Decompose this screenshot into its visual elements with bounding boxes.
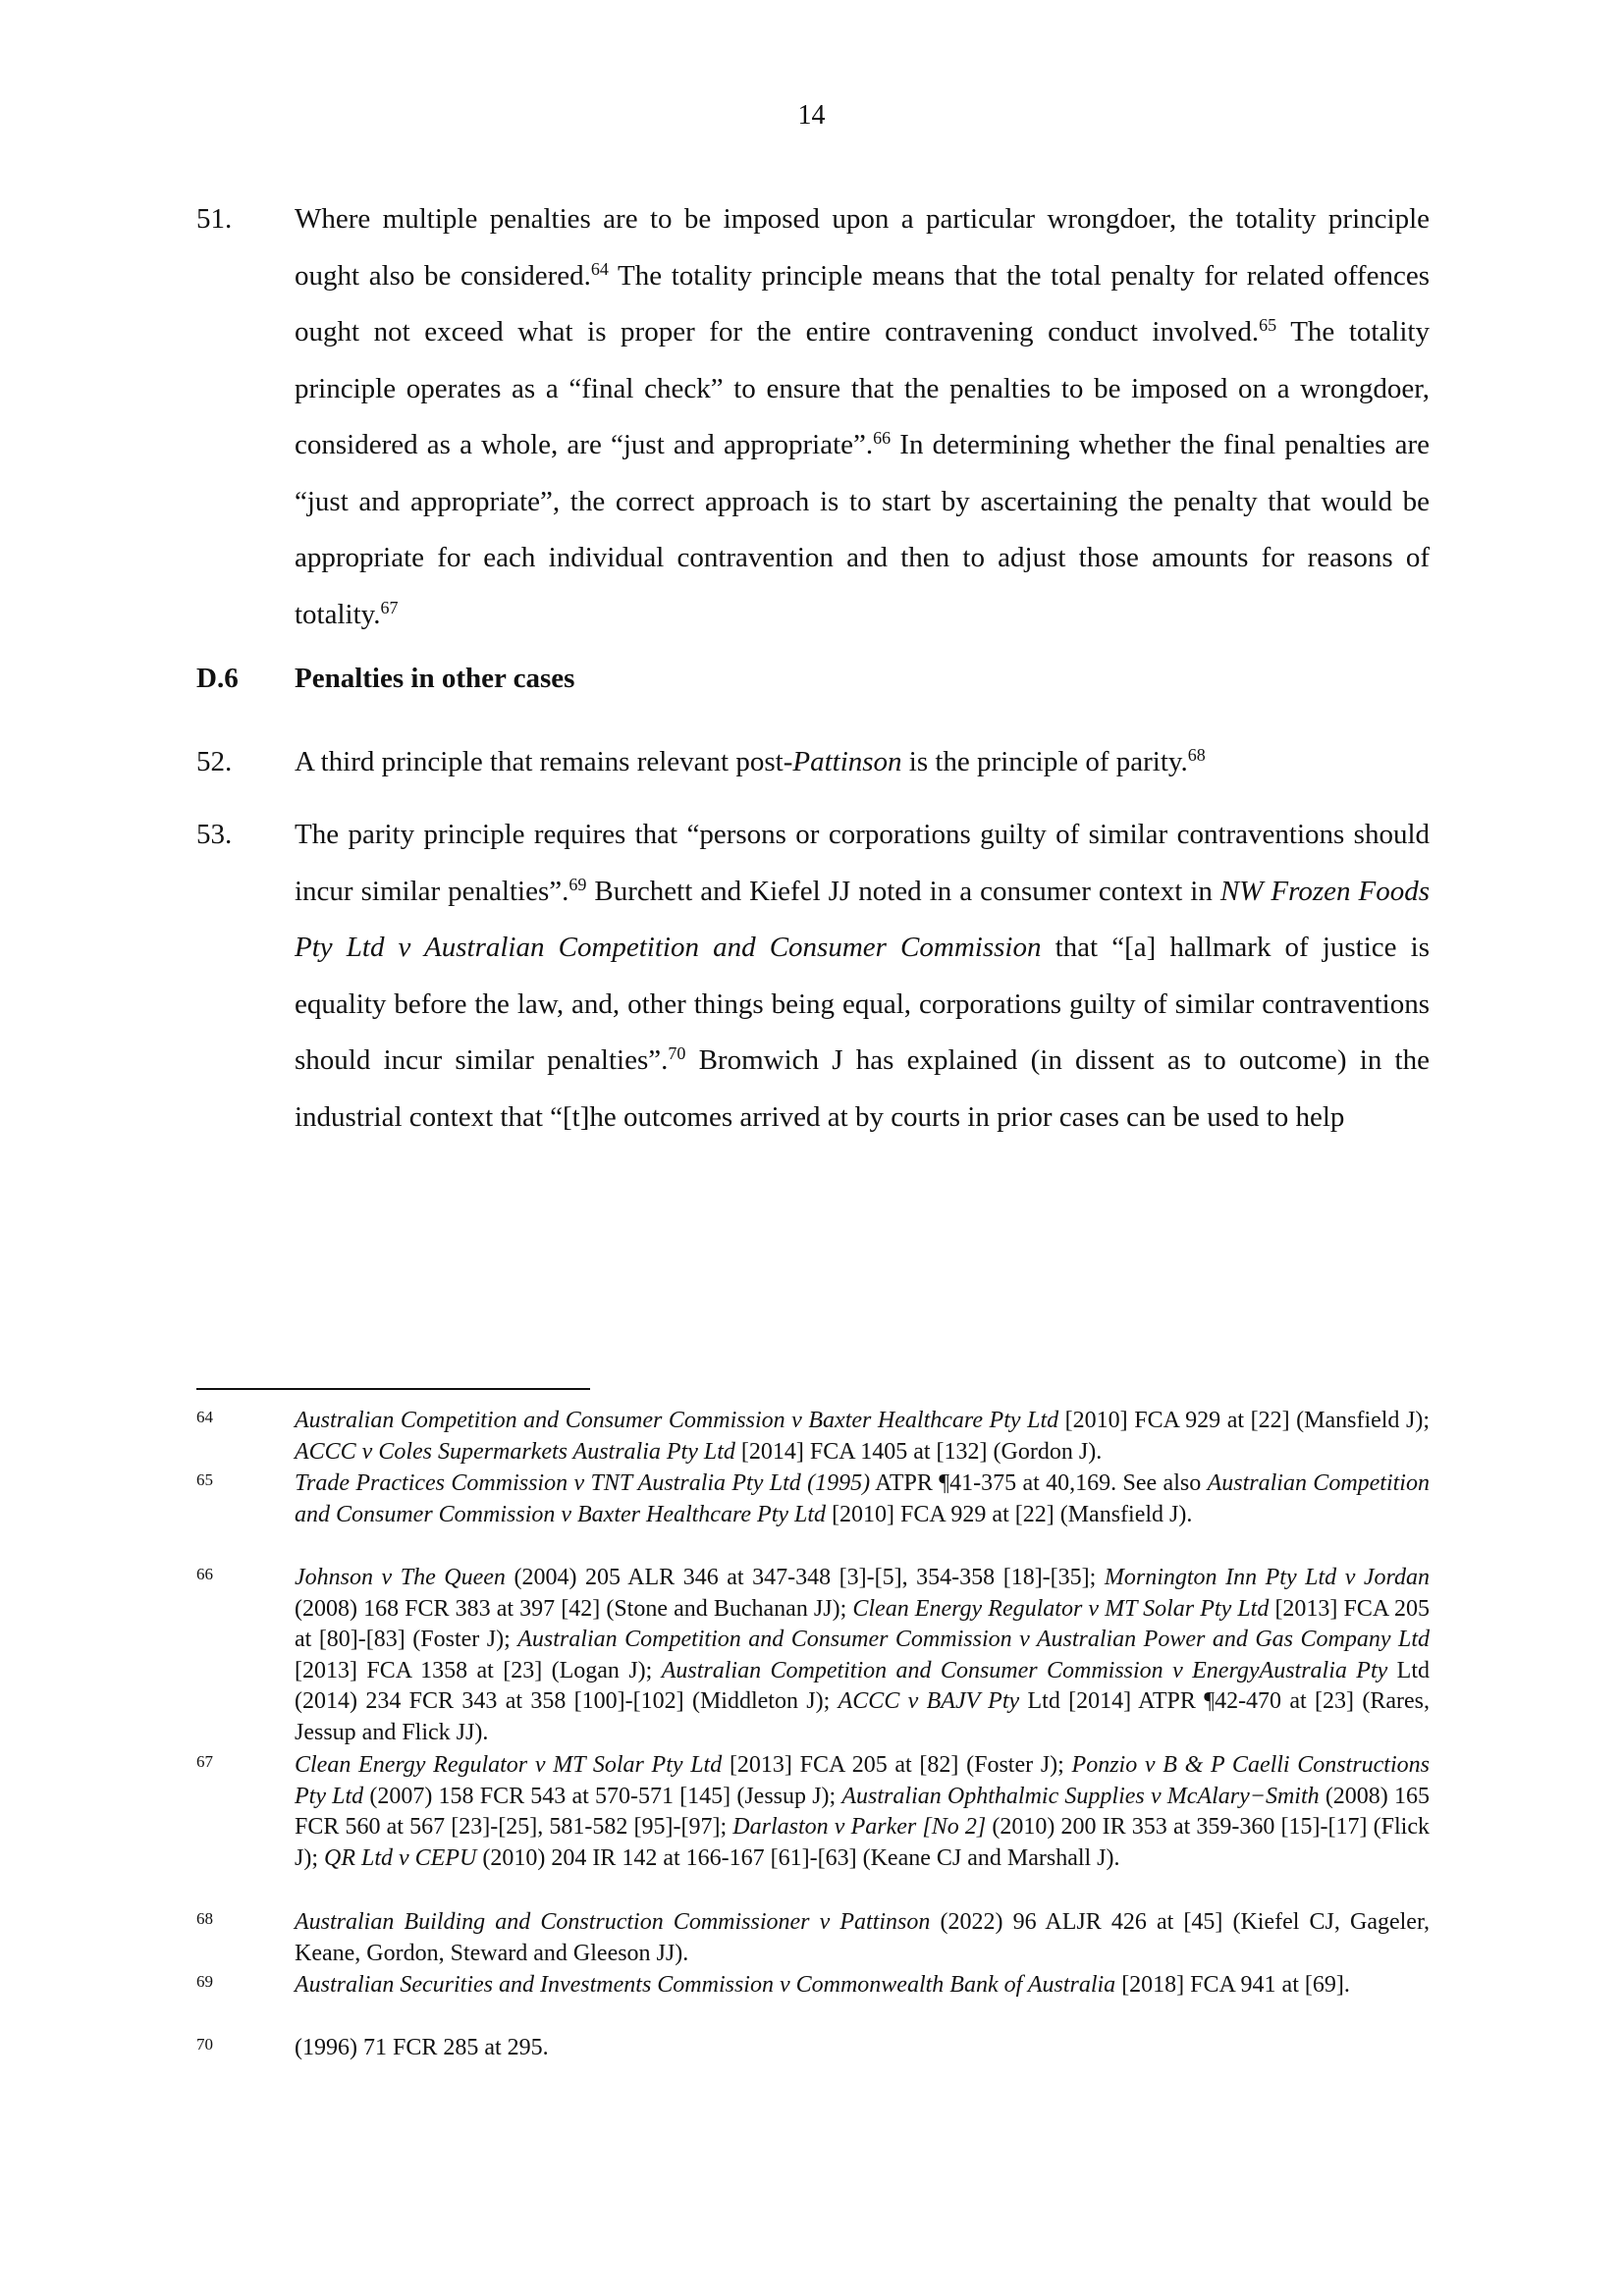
text-run: [2010] FCA 929 at [22] (Mansfield J); — [1058, 1408, 1430, 1433]
text-run: Ltd [2014] ATPR ¶42-470 at [23] (Rares, Jessup and Flick JJ). — [295, 1688, 1431, 1745]
paragraph-number: 51. — [196, 203, 233, 235]
italic-citation: Australian Building and Construction Commissioner v Pattinson — [295, 1909, 931, 1935]
text-run: (2008) 168 FCR 383 at 397 [42] (Stone and Buchanan JJ); — [295, 1595, 853, 1622]
footnote-reference: 65 — [1259, 315, 1277, 335]
italic-citation: Australian Securities and Investments Commission v Commonwealth Bank of Australia — [295, 1972, 1116, 1998]
text-run: [2013] FCA 1358 at [23] (Logan J); — [295, 1657, 662, 1683]
footnote-reference: 66 — [873, 428, 892, 448]
footnote-65 — [196, 1468, 1430, 1530]
text-run: The totality principle means that the total penalty for related offences ought not exceed what is proper for the entire contravening conduct involved. — [295, 259, 1430, 347]
section-heading — [196, 663, 574, 695]
footnote-text — [295, 1468, 1430, 1530]
italic-citation: Johnson v The Queen — [295, 1565, 506, 1590]
text-run: is the principle of parity. — [901, 746, 1188, 777]
italic-citation: Ponzio v B & P Caelli Constructions Pty Ltd — [295, 1752, 1430, 1809]
text-run: Bromwich J has explained (in dissent as to outcome) in the industrial context that “[t]he outcomes arrived at by courts in prior cases can be used to help — [295, 1044, 1430, 1133]
footnote-66 — [196, 1563, 1430, 1748]
italic-citation: QR Ltd v CEPU — [324, 1844, 477, 1871]
text-run: Burchett and Kiefel JJ noted in a consumer context in — [586, 875, 1220, 907]
text-run: that “[a] hallmark of justice is equality before the law, and, other things being equal, corporations guilty of similar contraventions should incur similar penalties”. — [295, 932, 1430, 1076]
text-run: In determining whether the final penalties are “just and appropriate”, the correct approach is to start by ascertaining the penalty that would be appropriate for each individual contravention and then to adjust those amounts for reasons of totality. — [295, 429, 1430, 630]
footnote-64 — [196, 1406, 1430, 1468]
text-run: (2004) 205 ALR 346 at 347-348 [3]-[5], 354-358 [18]-[35]; — [505, 1565, 1105, 1590]
footnote-number: 69 — [196, 1972, 213, 1991]
footnote-number: 67 — [196, 1752, 213, 1771]
footnote-reference: 67 — [380, 597, 399, 617]
footnote-number: 66 — [196, 1565, 213, 1583]
text-run: (1996) 71 FCR 285 at 295. — [295, 2035, 549, 2060]
text-run: (2007) 158 FCR 543 at 570-571 [145] (Jessup J); — [363, 1783, 842, 1809]
footnote-reference: 70 — [668, 1043, 686, 1063]
footnote-reference: 68 — [1187, 745, 1206, 765]
footnote-text — [295, 1750, 1430, 1874]
text-run: Where multiple penalties are to be imposed upon a particular wrongdoer, the totality principle ought also be considered. — [295, 203, 1430, 292]
text-run: [2010] FCA 929 at [22] (Mansfield J). — [826, 1501, 1193, 1527]
italic-citation: Clean Energy Regulator v MT Solar Pty Ltd — [295, 1752, 723, 1778]
page-number: 14 — [797, 100, 826, 131]
text-run: ATPR ¶41-375 at 40,169. See also — [870, 1470, 1208, 1496]
footnote-number: 68 — [196, 1909, 213, 1928]
text-run: (2010) 200 IR 353 at 359-360 [15]-[17] (Flick J); — [295, 1814, 1430, 1871]
italic-citation: NW Frozen Foods Pty Ltd v Australian Competition and Consumer Commission — [295, 875, 1430, 963]
paragraph-text — [295, 807, 1430, 1146]
footnote-number: 65 — [196, 1470, 213, 1489]
footnote-68 — [196, 1907, 1430, 1969]
footnote-69 — [196, 1970, 1430, 2002]
footnote-separator — [196, 1388, 590, 1390]
paragraph-text — [295, 734, 1430, 791]
footnote-70 — [196, 2033, 1430, 2064]
paragraph-52 — [196, 734, 1430, 791]
text-run: The totality principle operates as a “final check” to ensure that the penalties to be imposed on a wrongdoer, considered as a whole, are “just and appropriate”. — [295, 316, 1430, 460]
text-run: [2018] FCA 941 at [69]. — [1115, 1972, 1350, 1998]
footnote-text — [295, 1563, 1430, 1748]
text-run: [2013] FCA 205 at [80]-[83] (Foster J); — [295, 1595, 1430, 1652]
text-run: [2013] FCA 205 at [82] (Foster J); — [722, 1752, 1072, 1778]
paragraph-53 — [196, 807, 1430, 1146]
text-run: [2014] FCA 1405 at [132] (Gordon J). — [734, 1438, 1103, 1465]
text-run: (2010) 204 IR 142 at 166-167 [61]-[63] (Keane CJ and Marshall J). — [476, 1844, 1120, 1871]
text-run: A third principle that remains relevant post- — [295, 746, 793, 777]
italic-citation: Pattinson — [792, 746, 902, 777]
italic-citation: Trade Practices Commission v TNT Australia Pty Ltd (1995) — [295, 1470, 871, 1496]
section-title: Penalties in other cases — [295, 663, 575, 694]
footnote-text — [295, 1907, 1430, 1969]
paragraph-51 — [196, 191, 1430, 643]
italic-citation: ACCC v BAJV Pty — [838, 1688, 1020, 1714]
footnote-text — [295, 1406, 1430, 1468]
italic-citation: Mornington Inn Pty Ltd v Jordan — [1104, 1565, 1430, 1590]
paragraph-text — [295, 191, 1430, 643]
italic-citation: ACCC v Coles Supermarkets Australia Pty Ltd — [295, 1438, 735, 1465]
italic-citation: Australian Competition and Consumer Commission v EnergyAustralia Pty — [661, 1657, 1388, 1683]
text-run: Ltd (2014) 234 FCR 343 at 358 [100]-[102] (Middleton J); — [295, 1657, 1430, 1714]
italic-citation: Australian Ophthalmic Supplies v McAlary−Smith — [841, 1783, 1320, 1809]
footnote-reference: 69 — [568, 874, 587, 894]
paragraph-number: 53. — [196, 819, 233, 850]
italic-citation: Australian Competition and Consumer Commission v Baxter Healthcare Pty Ltd — [295, 1408, 1059, 1433]
text-run: The parity principle requires that “persons or corporations guilty of similar contraventions should incur similar penalties”. — [295, 819, 1430, 907]
footnote-number: 64 — [196, 1408, 213, 1426]
footnote-text — [295, 1970, 1430, 2002]
italic-citation: Clean Energy Regulator v MT Solar Pty Ltd — [852, 1595, 1270, 1622]
section-number: D.6 — [196, 663, 239, 694]
text-run: (2008) 165 FCR 560 at 567 [23]-[25], 581-582 [95]-[97]; — [295, 1783, 1430, 1840]
footnote-67 — [196, 1750, 1430, 1874]
footnote-number: 70 — [196, 2035, 213, 2054]
footnote-reference: 64 — [590, 258, 609, 279]
italic-citation: Australian Competition and Consumer Commission v Baxter Healthcare Pty Ltd — [295, 1470, 1430, 1527]
text-run: (2022) 96 ALJR 426 at [45] (Kiefel CJ, Gageler, Keane, Gordon, Steward and Gleeson JJ). — [295, 1909, 1430, 1966]
italic-citation: Darlaston v Parker [No 2] — [732, 1814, 987, 1840]
paragraph-number: 52. — [196, 746, 233, 777]
italic-citation: Australian Competition and Consumer Commission v Australian Power and Gas Company Ltd — [517, 1627, 1430, 1652]
footnote-text — [295, 2033, 1430, 2064]
